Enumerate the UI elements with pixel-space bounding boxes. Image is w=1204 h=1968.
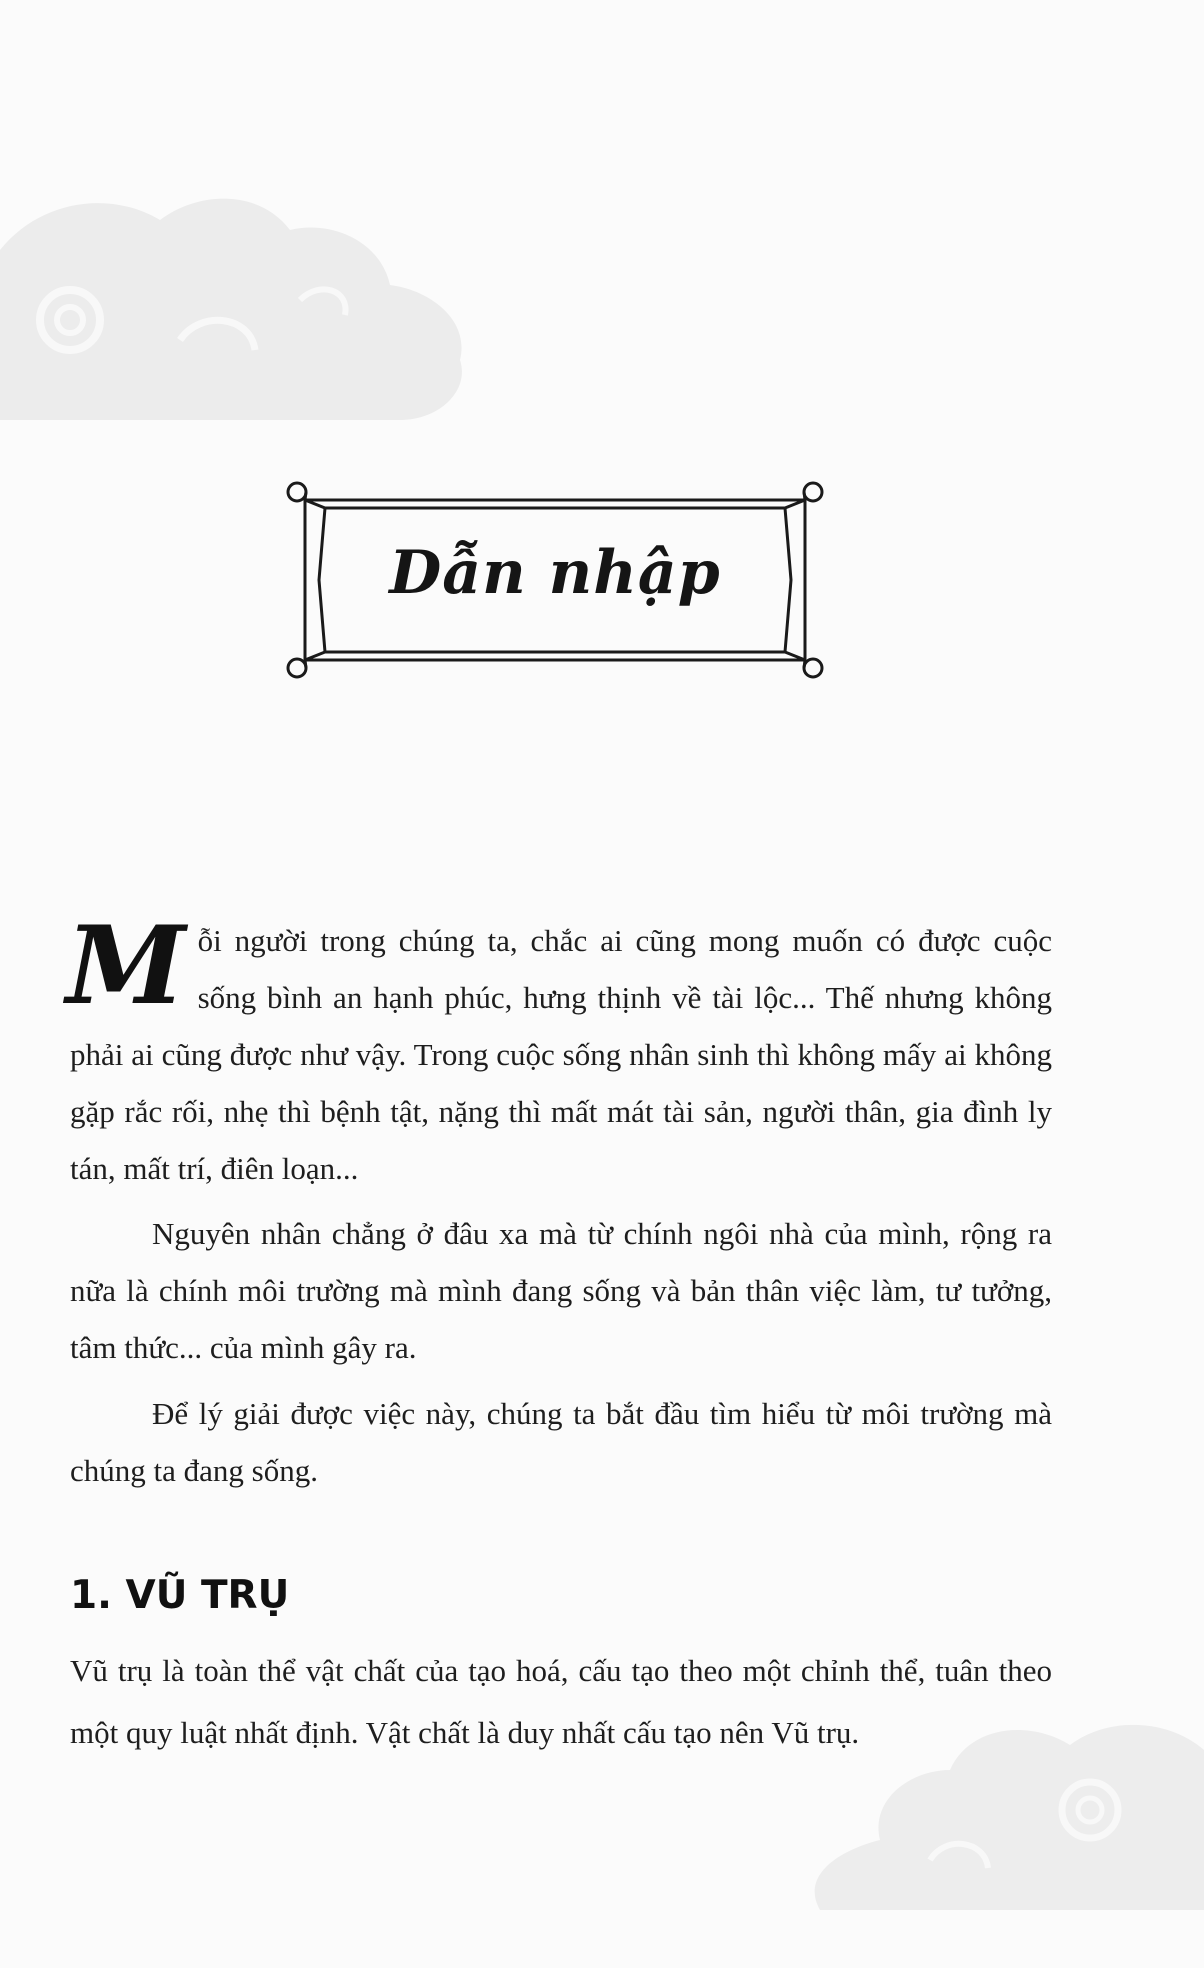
section-paragraph: Vũ trụ là toàn thể vật chất của tạo hoá, cấu tạo theo một chỉnh thể, tuân theo một quy luật nhất định. Vật chất là duy nhất cấu tạo nên Vũ trụ. <box>70 1653 1052 1750</box>
drop-cap: M <box>66 903 186 1029</box>
intro-paragraph-1-text: ỗi người trong chúng ta, chắc ai cũng mong muốn có được cuộc sống bình an hạnh phúc, hưng thịnh về tài lộc... Thế nhưng không phải ai cũng được như vậy. Trong cuộc sống nhân sinh thì không mấy ai không gặp rắc rối, nhẹ thì bệnh tật, nặng thì mất mát tài sản, người thân, gia đình ly tán, mất trí, điên loạn... <box>70 923 1052 1186</box>
section-heading: 1. VŨ TRỤ <box>70 1573 290 1618</box>
cloud-ornament-top-icon <box>0 190 470 430</box>
intro-paragraph-3: Để lý giải được việc này, chúng ta bắt đầu tìm hiểu từ môi trường mà chúng ta đang sống. <box>70 1396 1052 1488</box>
intro-paragraph-1 <box>66 903 1052 1197</box>
intro-paragraph-2: Nguyên nhân chẳng ở đâu xa mà từ chính ngôi nhà của mình, rộng ra nữa là chính môi trường mà mình đang sống và bản thân việc làm, tư tưởng, tâm thức... của mình gây ra. <box>70 1216 1052 1365</box>
chapter-title: Dẫn nhập <box>389 538 721 608</box>
